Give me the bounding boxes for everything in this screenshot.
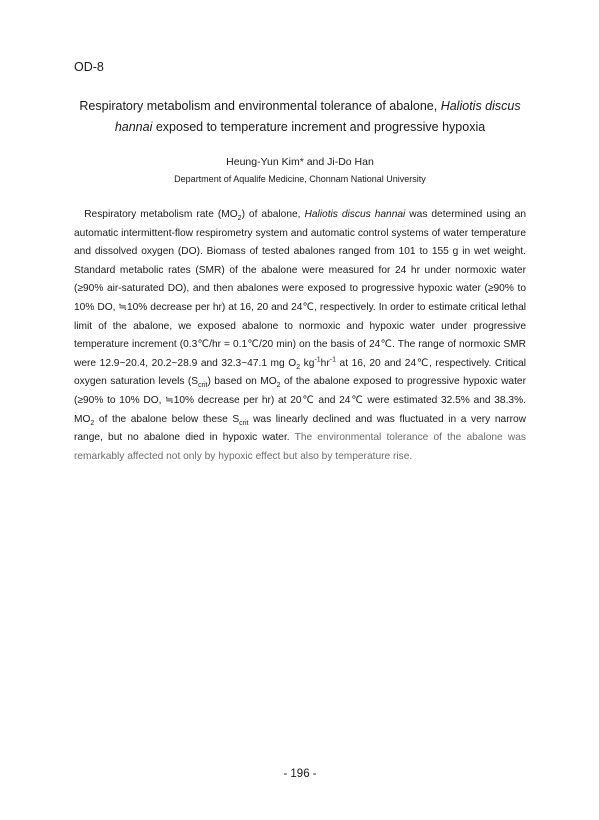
abstract-text: at 16, 20 and 24℃, respectively. Critical oxygen saturation levels (S bbox=[74, 357, 526, 388]
abstract-text: was linearly declined and was fluctuated in a very narrow range, but no abalone died in hypoxic water. bbox=[74, 413, 527, 444]
abstract-text: ) of abalone, bbox=[241, 209, 305, 220]
abstract-text: ) based on MO bbox=[207, 376, 277, 388]
title-text: Respiratory metabolism and environmental tolerance of abalone, bbox=[79, 99, 441, 113]
affiliation: Department of Aqualife Medicine, Chonnam National University bbox=[174, 174, 426, 184]
abstract-text: of the abalone exposed to progressive hypoxic water (≥90% to 10% DO, ≒10% decrease per hr) at 20℃ and 24℃ were estimated 32.5% and 38.3%. MO bbox=[74, 376, 526, 425]
abstract-text: hr bbox=[320, 357, 330, 369]
abstract-body bbox=[74, 206, 526, 466]
abstract-text-faint: The environmental tolerance of the abalone was remarkably affected not only by hypoxic effect but also by temperature rise. bbox=[74, 432, 526, 462]
superscript: -1 bbox=[329, 356, 336, 364]
subscript: 2 bbox=[237, 215, 242, 223]
abstract-text: of the abalone below these S bbox=[94, 413, 240, 425]
subscript: 2 bbox=[276, 382, 281, 390]
abstract-text: kg bbox=[300, 357, 315, 369]
abstract-text: was determined using an automatic intermittent-flow respirometry system and automatic control systems of water temperature and dissolved oxygen (DO). Biomass of tested abalones ranged from 101 to 155 g in wet weight. Standard metabolic rates (SMR) of the abalone were measured for 24 hr under normoxic water (≥90% air-saturated DO), and then abalones were exposed to progressive hypoxic water (≥90% to 10% DO, ≒10% decrease per hr) at 16, 20 and 24℃, respectively. In order to estimate critical lethal limit of the abalone, we exposed abalone to normoxic and hypoxic water under progressive temperature increment (0.3℃/hr = 0.1℃/20 min) on the basis of 24℃. The range of normoxic SMR were 12.9~20.4, 20.2~28.9 and 32.3~47.1 mg O bbox=[74, 209, 526, 369]
paper-title bbox=[60, 96, 540, 138]
session-code: OD-8 bbox=[74, 60, 104, 74]
authors: Heung-Yun Kim* and Ji-Do Han bbox=[226, 156, 374, 168]
title-species-genus: Haliotis discus bbox=[440, 99, 521, 113]
subscript: 2 bbox=[90, 419, 95, 427]
title-species-epithet: hannai bbox=[114, 120, 153, 134]
species-name: Haliotis discus hannai bbox=[304, 209, 406, 220]
subscript: 2 bbox=[296, 363, 301, 371]
subscript: crit bbox=[239, 419, 249, 427]
title-text-end: exposed to temperature increment and progressive hypoxia bbox=[152, 120, 486, 134]
superscript: -1 bbox=[314, 356, 321, 364]
page-number: - 196 - bbox=[283, 768, 317, 780]
abstract-text: Respiratory metabolism rate (MO bbox=[84, 209, 238, 220]
subscript: crit bbox=[198, 382, 208, 390]
